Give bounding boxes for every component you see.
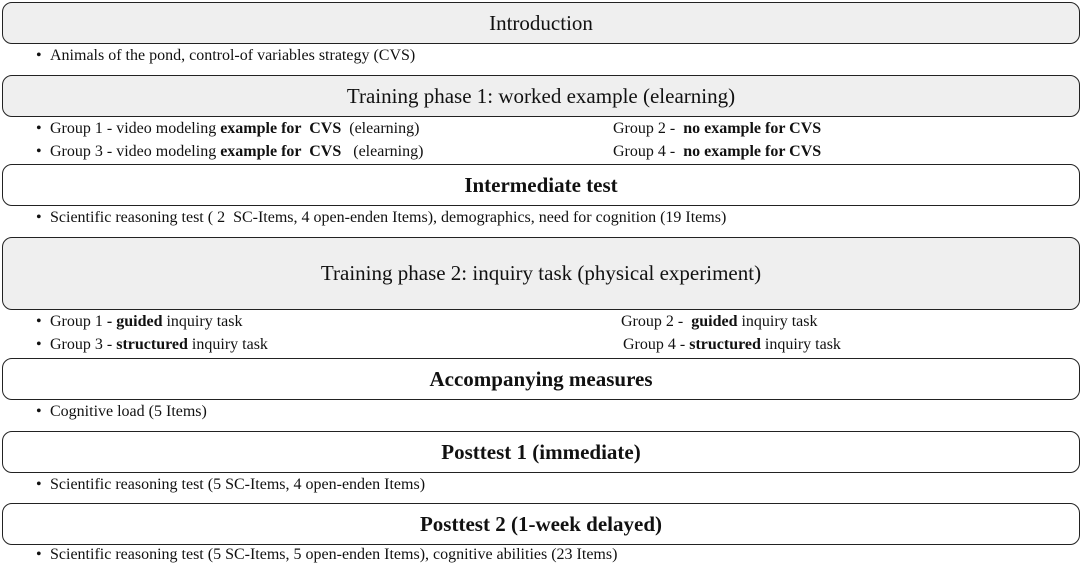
intermediate-title: Intermediate test xyxy=(464,172,618,197)
bullet-icon: • xyxy=(36,403,42,420)
training2-title: Training phase 2: inquiry task (physical experiment) xyxy=(320,261,762,285)
posttest2-title: Posttest 2 (1-week delayed) xyxy=(419,511,663,536)
introduction-box xyxy=(2,2,1080,44)
bullet-icon: • xyxy=(36,476,42,493)
group3-text: Group 3 - video modeling xyxy=(50,143,221,160)
group1-text: Group 1 xyxy=(50,313,107,330)
posttest1-bullet: Scientific reasoning test (5 SC-Items, 4 open-enden Items) xyxy=(50,476,426,493)
intermediate-box xyxy=(2,164,1080,206)
group1-text: Group 1 - video modeling xyxy=(50,120,221,137)
training1-group1 xyxy=(36,120,419,138)
group3-suffix: (elearning) xyxy=(341,143,424,160)
training2-group4 xyxy=(623,336,841,354)
posttest1-title: Posttest 1 (immediate) xyxy=(441,439,641,464)
group3-text: Group 3 - xyxy=(50,336,117,353)
bullet-icon: • xyxy=(36,313,42,330)
training2-group3 xyxy=(36,336,268,354)
introduction-title: Introduction xyxy=(489,10,593,35)
bullet-icon: • xyxy=(36,143,42,160)
training1-box xyxy=(2,75,1080,117)
accompanying-bullet: Cognitive load (5 Items) xyxy=(50,403,207,420)
group4-text: Group 4 - xyxy=(623,336,690,353)
bullet-icon: • xyxy=(36,336,42,353)
group1-suffix: (elearning) xyxy=(341,120,420,137)
group2-suffix: inquiry task xyxy=(737,313,818,330)
introduction-bullet-line xyxy=(36,47,415,65)
training1-group3 xyxy=(36,143,423,161)
group2-text: Group 2 - xyxy=(613,120,680,137)
training1-group4 xyxy=(613,143,821,161)
posttest2-box xyxy=(2,503,1080,545)
group1-suffix: inquiry task xyxy=(162,313,243,330)
accompanying-box xyxy=(2,358,1080,400)
group4-emphasis: structured xyxy=(689,336,761,353)
group3-emphasis: structured xyxy=(116,336,188,353)
group2-text: Group 2 - xyxy=(621,313,692,330)
posttest2-bullet: Scientific reasoning test (5 SC-Items, 5 open-enden Items), cognitive abilities (23 Items) xyxy=(50,546,618,563)
group4-text: Group 4 - xyxy=(613,143,680,160)
training1-group2 xyxy=(613,120,821,138)
intermediate-bullet-line xyxy=(36,209,726,227)
group4-emphasis: no example for CVS xyxy=(679,143,822,160)
training1-title: Training phase 1: worked example (elearning) xyxy=(346,83,736,108)
group3-suffix: inquiry task xyxy=(187,336,268,353)
intermediate-bullet: Scientific reasoning test ( 2 SC-Items, 4 open-enden Items), demographics, need for cognition (19 Items) xyxy=(50,209,727,226)
bullet-icon: • xyxy=(36,546,42,563)
group2-emphasis: guided xyxy=(691,313,738,330)
accompanying-bullet-line xyxy=(36,403,207,421)
introduction-bullet: Animals of the pond, control-of variables strategy (CVS) xyxy=(50,47,416,64)
bullet-icon: • xyxy=(36,209,42,226)
posttest1-box xyxy=(2,431,1080,473)
bullet-icon: • xyxy=(36,120,42,137)
posttest2-bullet-line xyxy=(36,546,617,564)
posttest1-bullet-line xyxy=(36,476,425,494)
group1-emphasis: example for CVS xyxy=(220,120,342,137)
training2-box xyxy=(2,237,1080,310)
group1-emphasis: - guided xyxy=(106,313,163,330)
accompanying-title: Accompanying measures xyxy=(429,366,653,391)
training2-group2 xyxy=(621,313,817,331)
bullet-icon: • xyxy=(36,47,42,64)
training2-group1 xyxy=(36,313,242,331)
group4-suffix: inquiry task xyxy=(760,336,841,353)
group3-emphasis: example for CVS xyxy=(220,143,342,160)
group2-emphasis: no example for CVS xyxy=(679,120,822,137)
